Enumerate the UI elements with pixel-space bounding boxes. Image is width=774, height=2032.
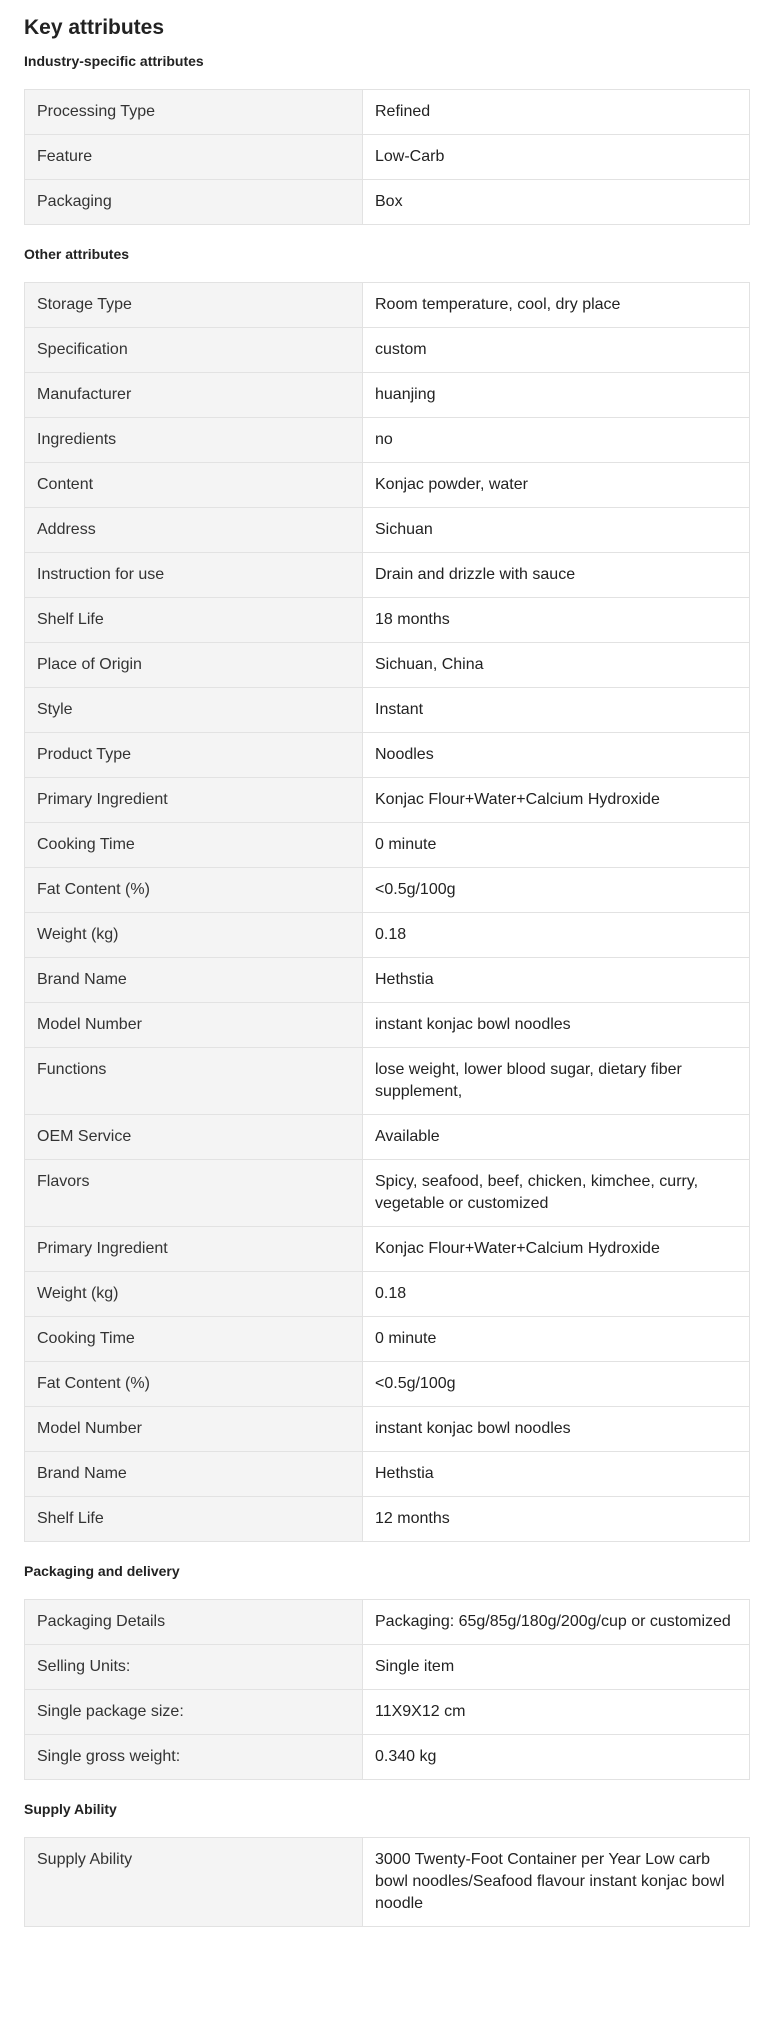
attribute-name: Fat Content (%) xyxy=(25,868,363,913)
table-row xyxy=(25,283,750,328)
attribute-name: Style xyxy=(25,688,363,733)
attribute-value: Sichuan xyxy=(363,508,750,553)
table-row xyxy=(25,1115,750,1160)
attribute-value: Instant xyxy=(363,688,750,733)
table-row xyxy=(25,733,750,778)
section-heading: Industry-specific attributes xyxy=(24,53,204,69)
attribute-value: Room temperature, cool, dry place xyxy=(363,283,750,328)
attribute-name: Storage Type xyxy=(25,283,363,328)
attribute-name: Content xyxy=(25,463,363,508)
attribute-name: Product Type xyxy=(25,733,363,778)
table-row xyxy=(25,553,750,598)
attribute-value: 12 months xyxy=(363,1497,750,1542)
attribute-value: Konjac Flour+Water+Calcium Hydroxide xyxy=(363,778,750,823)
attribute-name: Manufacturer xyxy=(25,373,363,418)
table-row xyxy=(25,1317,750,1362)
attribute-name: Shelf Life xyxy=(25,598,363,643)
table-row xyxy=(25,418,750,463)
attribute-name: Processing Type xyxy=(25,90,363,135)
attribute-name: Packaging Details xyxy=(25,1600,363,1645)
attribute-value: Konjac powder, water xyxy=(363,463,750,508)
attribute-name: Flavors xyxy=(25,1160,363,1227)
table-row xyxy=(25,868,750,913)
attribute-table xyxy=(24,89,750,225)
attribute-name: Weight (kg) xyxy=(25,913,363,958)
table-row xyxy=(25,598,750,643)
table-row xyxy=(25,913,750,958)
attribute-value: 3000 Twenty-Foot Container per Year Low carb bowl noodles/Seafood flavour instant konjac bowl noodle xyxy=(363,1838,750,1927)
table-row xyxy=(25,1497,750,1542)
attribute-name: Model Number xyxy=(25,1407,363,1452)
attribute-value: 18 months xyxy=(363,598,750,643)
attribute-value: Low-Carb xyxy=(363,135,750,180)
attribute-value: custom xyxy=(363,328,750,373)
table-row xyxy=(25,508,750,553)
attribute-value: Spicy, seafood, beef, chicken, kimchee, curry, vegetable or customized xyxy=(363,1160,750,1227)
attribute-name: Model Number xyxy=(25,1003,363,1048)
attribute-value: 0.18 xyxy=(363,913,750,958)
attribute-value: Hethstia xyxy=(363,958,750,1003)
attribute-table xyxy=(24,1599,750,1780)
attribute-name: Feature xyxy=(25,135,363,180)
attribute-value: Packaging: 65g/85g/180g/200g/cup or customized xyxy=(363,1600,750,1645)
attribute-name: Single package size: xyxy=(25,1690,363,1735)
attribute-sections xyxy=(24,50,750,1927)
table-row xyxy=(25,1690,750,1735)
attribute-name: Packaging xyxy=(25,180,363,225)
attribute-value: instant konjac bowl noodles xyxy=(363,1003,750,1048)
attribute-value: Drain and drizzle with sauce xyxy=(363,553,750,598)
table-row xyxy=(25,463,750,508)
section-heading: Packaging and delivery xyxy=(24,1563,180,1579)
table-row xyxy=(25,373,750,418)
table-row xyxy=(25,1160,750,1227)
attribute-value: 0 minute xyxy=(363,823,750,868)
table-row xyxy=(25,1272,750,1317)
table-row xyxy=(25,1452,750,1497)
attribute-value: lose weight, lower blood sugar, dietary fiber supplement, xyxy=(363,1048,750,1115)
attribute-table xyxy=(24,282,750,1542)
table-row xyxy=(25,328,750,373)
attribute-value: Available xyxy=(363,1115,750,1160)
page-title: Key attributes xyxy=(24,16,165,39)
table-row xyxy=(25,135,750,180)
attribute-name: Supply Ability xyxy=(25,1838,363,1927)
table-row xyxy=(25,1227,750,1272)
attribute-name: Address xyxy=(25,508,363,553)
attribute-value: <0.5g/100g xyxy=(363,868,750,913)
attribute-name: Single gross weight: xyxy=(25,1735,363,1780)
attribute-name: Selling Units: xyxy=(25,1645,363,1690)
attribute-name: Primary Ingredient xyxy=(25,1227,363,1272)
table-row xyxy=(25,1838,750,1927)
attribute-name: Place of Origin xyxy=(25,643,363,688)
attribute-value: Refined xyxy=(363,90,750,135)
attribute-name: Ingredients xyxy=(25,418,363,463)
attribute-value: Box xyxy=(363,180,750,225)
attribute-value: 0 minute xyxy=(363,1317,750,1362)
table-row xyxy=(25,1645,750,1690)
attribute-name: Cooking Time xyxy=(25,1317,363,1362)
table-row xyxy=(25,1407,750,1452)
attribute-value: instant konjac bowl noodles xyxy=(363,1407,750,1452)
table-row xyxy=(25,1362,750,1407)
attribute-table xyxy=(24,1837,750,1927)
attribute-name: Fat Content (%) xyxy=(25,1362,363,1407)
attribute-value: Sichuan, China xyxy=(363,643,750,688)
section-heading: Supply Ability xyxy=(24,1801,117,1817)
attribute-name: OEM Service xyxy=(25,1115,363,1160)
table-row xyxy=(25,643,750,688)
table-row xyxy=(25,778,750,823)
attribute-value: huanjing xyxy=(363,373,750,418)
attribute-name: Weight (kg) xyxy=(25,1272,363,1317)
attribute-name: Brand Name xyxy=(25,1452,363,1497)
attribute-name: Instruction for use xyxy=(25,553,363,598)
attribute-name: Primary Ingredient xyxy=(25,778,363,823)
table-row xyxy=(25,1048,750,1115)
table-row xyxy=(25,90,750,135)
table-row xyxy=(25,1735,750,1780)
attribute-value: 11X9X12 cm xyxy=(363,1690,750,1735)
attribute-value: <0.5g/100g xyxy=(363,1362,750,1407)
attribute-name: Functions xyxy=(25,1048,363,1115)
table-row xyxy=(25,180,750,225)
section-heading: Other attributes xyxy=(24,246,130,262)
table-row xyxy=(25,958,750,1003)
attribute-value: 0.340 kg xyxy=(363,1735,750,1780)
attribute-name: Cooking Time xyxy=(25,823,363,868)
attribute-value: Noodles xyxy=(363,733,750,778)
table-row xyxy=(25,823,750,868)
attribute-value: no xyxy=(363,418,750,463)
attribute-value: Single item xyxy=(363,1645,750,1690)
attribute-name: Specification xyxy=(25,328,363,373)
attribute-value: Konjac Flour+Water+Calcium Hydroxide xyxy=(363,1227,750,1272)
attribute-name: Shelf Life xyxy=(25,1497,363,1542)
attribute-value: Hethstia xyxy=(363,1452,750,1497)
table-row xyxy=(25,1003,750,1048)
attribute-value: 0.18 xyxy=(363,1272,750,1317)
table-row xyxy=(25,1600,750,1645)
attribute-name: Brand Name xyxy=(25,958,363,1003)
table-row xyxy=(25,688,750,733)
